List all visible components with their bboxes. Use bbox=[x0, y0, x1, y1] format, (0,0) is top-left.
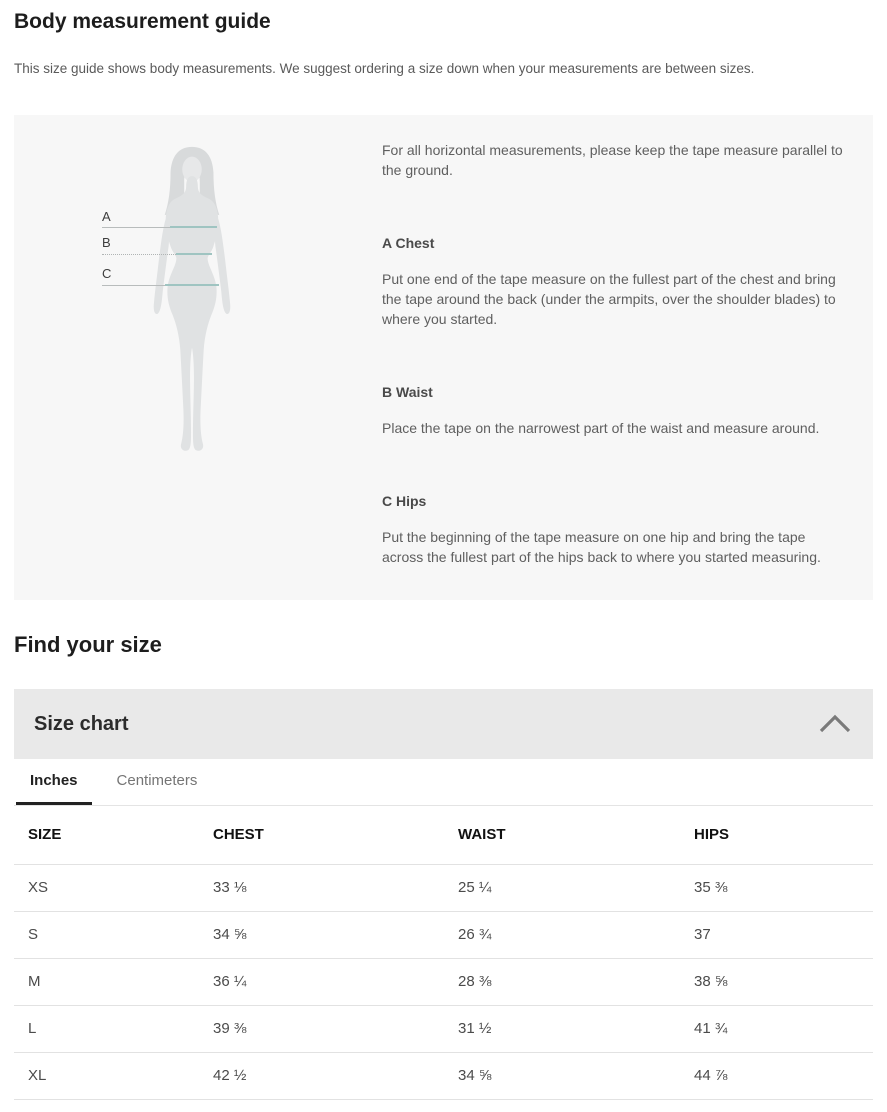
tab-centimeters[interactable] bbox=[117, 759, 198, 805]
chest-cell: 34 ⅝ bbox=[213, 911, 458, 958]
waist-section-heading: B Waist bbox=[382, 384, 433, 400]
tab-inches-label: Inches bbox=[30, 772, 78, 789]
waist-cell: 31 ½ bbox=[458, 1005, 694, 1052]
table-row bbox=[14, 911, 873, 958]
chest-section-body: Put one end of the tape measure on the fullest part of the chest and bring the tape around the back (under the armpits, over the shoulder blades) to where you started. bbox=[382, 271, 836, 327]
body-silhouette-illustration bbox=[142, 143, 242, 455]
column-header-chest: CHEST bbox=[213, 806, 458, 864]
hips-section-heading: C Hips bbox=[382, 493, 427, 509]
size-chart-accordion-header[interactable] bbox=[14, 689, 873, 759]
size-chart-table bbox=[14, 806, 873, 1100]
unit-tab-bar bbox=[14, 759, 873, 806]
chest-cell: 36 ¼ bbox=[213, 958, 458, 1005]
marker-label-waist: B bbox=[102, 235, 111, 250]
hips-cell: 37 bbox=[694, 911, 873, 958]
chest-measure-line bbox=[102, 227, 217, 229]
table-header-row bbox=[14, 806, 873, 864]
marker-label-hips: C bbox=[102, 266, 112, 281]
size-guide-page bbox=[0, 10, 887, 1100]
page-title: Body measurement guide bbox=[14, 10, 271, 33]
hips-cell: 44 ⅞ bbox=[694, 1052, 873, 1099]
size-chart-title: Size chart bbox=[34, 712, 129, 735]
table-row bbox=[14, 1052, 873, 1099]
tab-inches[interactable] bbox=[16, 759, 92, 805]
chevron-up-icon[interactable] bbox=[817, 713, 853, 735]
waist-cell: 28 ⅜ bbox=[458, 958, 694, 1005]
find-your-size-heading: Find your size bbox=[14, 632, 162, 657]
size-cell: L bbox=[14, 1005, 213, 1052]
hips-cell: 41 ¾ bbox=[694, 1005, 873, 1052]
measurement-guide-panel bbox=[14, 115, 873, 600]
column-header-waist: WAIST bbox=[458, 806, 694, 864]
waist-cell: 34 ⅝ bbox=[458, 1052, 694, 1099]
size-cell: S bbox=[14, 911, 213, 958]
chest-cell: 42 ½ bbox=[213, 1052, 458, 1099]
table-row bbox=[14, 1005, 873, 1052]
waist-measure-line bbox=[102, 254, 212, 256]
measurement-instructions bbox=[382, 140, 844, 567]
chest-section-heading: A Chest bbox=[382, 235, 435, 251]
chest-cell: 39 ⅜ bbox=[213, 1005, 458, 1052]
marker-label-chest: A bbox=[102, 209, 111, 224]
size-cell: XS bbox=[14, 864, 213, 911]
guide-intro: For all horizontal measurements, please keep the tape measure parallel to the ground. bbox=[382, 142, 843, 178]
table-row bbox=[14, 864, 873, 911]
waist-section-body: Place the tape on the narrowest part of the waist and measure around. bbox=[382, 420, 820, 436]
waist-cell: 26 ¾ bbox=[458, 911, 694, 958]
tab-centimeters-label: Centimeters bbox=[116, 772, 198, 789]
column-header-hips: HIPS bbox=[694, 806, 873, 864]
hips-section-body: Put the beginning of the tape measure on one hip and bring the tape across the fullest part of the hips back to where you started measuring. bbox=[382, 529, 821, 565]
size-cell: XL bbox=[14, 1052, 213, 1099]
hips-measure-line bbox=[102, 285, 219, 287]
waist-cell: 25 ¼ bbox=[458, 864, 694, 911]
hips-cell: 38 ⅝ bbox=[694, 958, 873, 1005]
hips-cell: 35 ⅜ bbox=[694, 864, 873, 911]
table-row bbox=[14, 958, 873, 1005]
size-cell: M bbox=[14, 958, 213, 1005]
chest-cell: 33 ⅛ bbox=[213, 864, 458, 911]
page-subtitle: This size guide shows body measurements. We suggest ordering a size down when your measurements are between sizes. bbox=[14, 61, 755, 76]
column-header-size: SIZE bbox=[14, 806, 213, 864]
